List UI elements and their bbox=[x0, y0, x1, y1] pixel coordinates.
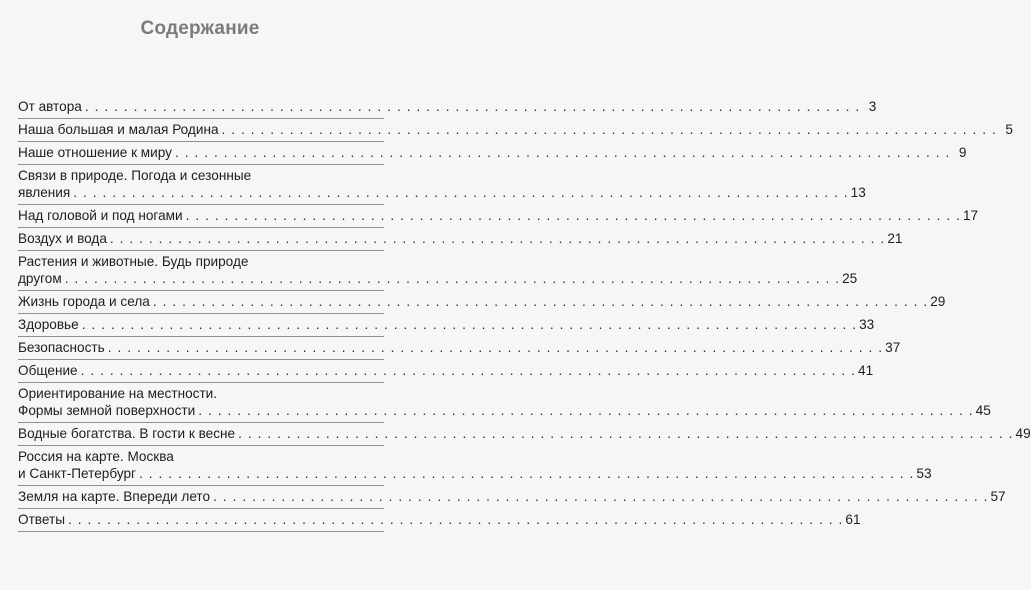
dot-leader: . . . . . . . . . . . . . . . . . . . . . . . . . . . . . . . . . . . . . . . . . . . . . . . . . . . . . . . . . . . . . . . . . . . . . . . . . . . . . . . . bbox=[84, 99, 861, 114]
dot-leader: . . . . . . . . . . . . . . . . . . . . . . . . . . . . . . . . . . . . . . . . . . . . . . . . . . . . . . . . . . . . . . . . . . . . . . . . . . . . . . . . bbox=[67, 512, 844, 527]
toc-page-number: 17 bbox=[963, 208, 979, 223]
dot-leader: . . . . . . . . . . . . . . . . . . . . . . . . . . . . . . . . . . . . . . . . . . . . . . . . . . . . . . . . . . . . . . . . . . . . . . . . . . . . . . . . bbox=[138, 466, 915, 481]
toc-entry-title: Над головой и под ногами bbox=[18, 208, 183, 223]
dot-leader: . . . . . . . . . . . . . . . . . . . . . . . . . . . . . . . . . . . . . . . . . . . . . . . . . . . . . . . . . . . . . . . . . . . . . . . . . . . . . . . . bbox=[174, 145, 951, 160]
toc-entry-title-line-1: Связи в природе. Погода и сезонные bbox=[18, 168, 252, 183]
dot-leader: . . . . . . . . . . . . . . . . . . . . . . . . . . . . . . . . . . . . . . . . . . . . . . . . . . . . . . . . . . . . . . . . . . . . . . . . . . . . . . . . bbox=[64, 271, 841, 286]
toc-entry-title-line-2: Формы земной поверхности bbox=[18, 403, 196, 418]
toc-page-number: 49 bbox=[1015, 426, 1031, 441]
dot-leader: . . . . . . . . . . . . . . . . . . . . . . . . . . . . . . . . . . . . . . . . . . . . . . . . . . . . . . . . . . . . . . . . . . . . . . . . . . . . . . . . bbox=[109, 231, 886, 246]
toc-entry-title-line-1: Ориентирование на местности. bbox=[18, 386, 218, 401]
toc-entry bbox=[18, 205, 979, 228]
toc-entry bbox=[18, 446, 932, 486]
toc-entry-title: Ответы bbox=[18, 512, 65, 527]
toc-entry-title-line-2: явления bbox=[18, 185, 71, 200]
toc-entry-title: Здоровье bbox=[18, 317, 79, 332]
table-of-contents bbox=[18, 96, 1031, 532]
toc-entry bbox=[18, 165, 866, 205]
toc-entry-title: Общение bbox=[18, 363, 78, 378]
toc-entry-title-line-1: Россия на карте. Москва bbox=[18, 449, 174, 464]
toc-page-number: 53 bbox=[916, 466, 932, 481]
dot-leader: . . . . . . . . . . . . . . . . . . . . . . . . . . . . . . . . . . . . . . . . . . . . . . . . . . . . . . . . . . . . . . . . . . . . . . . . . . . . . . . . bbox=[198, 403, 974, 418]
toc-entry-title: Жизнь города и села bbox=[18, 294, 150, 309]
toc-page-number: 21 bbox=[887, 231, 903, 246]
toc-entry bbox=[18, 251, 858, 291]
toc-entry-title: Земля на карте. Впереди лето bbox=[18, 489, 211, 504]
toc-entry-title: От автора bbox=[18, 99, 82, 114]
toc-page-number: 41 bbox=[858, 363, 874, 378]
dot-leader: . . . . . . . . . . . . . . . . . . . . . . . . . . . . . . . . . . . . . . . . . . . . . . . . . . . . . . . . . . . . . . . . . . . . . . . . . . . . . . . . bbox=[238, 426, 1014, 441]
toc-page-number: 45 bbox=[975, 403, 991, 418]
dot-leader: . . . . . . . . . . . . . . . . . . . . . . . . . . . . . . . . . . . . . . . . . . . . . . . . . . . . . . . . . . . . . . . . . . . . . . . . . . . . . . . . bbox=[152, 294, 929, 309]
dot-leader: . . . . . . . . . . . . . . . . . . . . . . . . . . . . . . . . . . . . . . . . . . . . . . . . . . . . . . . . . . . . . . . . . . . . . . . . . . . . . . . . bbox=[221, 122, 997, 137]
toc-entry bbox=[18, 509, 861, 532]
dot-leader: . . . . . . . . . . . . . . . . . . . . . . . . . . . . . . . . . . . . . . . . . . . . . . . . . . . . . . . . . . . . . . . . . . . . . . . . . . . . . . . . bbox=[107, 340, 884, 355]
dot-leader: . . . . . . . . . . . . . . . . . . . . . . . . . . . . . . . . . . . . . . . . . . . . . . . . . . . . . . . . . . . . . . . . . . . . . . . . . . . . . . . . bbox=[185, 208, 961, 223]
dot-leader: . . . . . . . . . . . . . . . . . . . . . . . . . . . . . . . . . . . . . . . . . . . . . . . . . . . . . . . . . . . . . . . . . . . . . . . . . . . . . . . . bbox=[213, 489, 989, 504]
toc-entry bbox=[18, 119, 1013, 142]
toc-page-number: 5 bbox=[1005, 122, 1013, 137]
toc-entry bbox=[18, 314, 875, 337]
page-title: Содержание bbox=[140, 18, 260, 39]
toc-entry-title: Водные богатства. В гости к весне bbox=[18, 426, 236, 441]
toc-page-number: 33 bbox=[859, 317, 875, 332]
toc-entry bbox=[18, 383, 991, 423]
toc-entry bbox=[18, 337, 901, 360]
toc-page-number: 9 bbox=[958, 145, 967, 160]
dot-leader: . . . . . . . . . . . . . . . . . . . . . . . . . . . . . . . . . . . . . . . . . . . . . . . . . . . . . . . . . . . . . . . . . . . . . . . . . . . . . . . . bbox=[81, 317, 858, 332]
toc-page-number: 25 bbox=[842, 271, 858, 286]
toc-entry-title-line-1: Растения и животные. Будь природе bbox=[18, 254, 249, 269]
toc-entry bbox=[18, 360, 874, 383]
toc-entry-title: Наше отношение к миру bbox=[18, 145, 172, 160]
toc-entry-title: Наша большая и малая Родина bbox=[18, 122, 219, 137]
toc-entry bbox=[18, 486, 1006, 509]
toc-page-number: 37 bbox=[885, 340, 901, 355]
toc-page-number: 61 bbox=[845, 512, 861, 527]
toc-entry bbox=[18, 291, 946, 314]
toc-entry-title-line-2: другом bbox=[18, 271, 62, 286]
toc-entry bbox=[18, 228, 903, 251]
dot-leader: . . . . . . . . . . . . . . . . . . . . . . . . . . . . . . . . . . . . . . . . . . . . . . . . . . . . . . . . . . . . . . . . . . . . . . . . . . . . . . . . bbox=[80, 363, 857, 378]
toc-entry bbox=[18, 96, 877, 119]
toc-page-number: 29 bbox=[930, 294, 946, 309]
toc-entry-title: Безопасность bbox=[18, 340, 105, 355]
toc-entry-title: Воздух и вода bbox=[18, 231, 107, 246]
toc-entry bbox=[18, 423, 1031, 446]
toc-entry-title-line-2: и Санкт-Петербург bbox=[18, 466, 136, 481]
toc-entry bbox=[18, 142, 967, 165]
toc-page-number: 3 bbox=[868, 99, 877, 114]
toc-page-number: 57 bbox=[990, 489, 1006, 504]
toc-page-number: 13 bbox=[850, 185, 866, 200]
dot-leader: . . . . . . . . . . . . . . . . . . . . . . . . . . . . . . . . . . . . . . . . . . . . . . . . . . . . . . . . . . . . . . . . . . . . . . . . . . . . . . . . bbox=[73, 185, 849, 200]
